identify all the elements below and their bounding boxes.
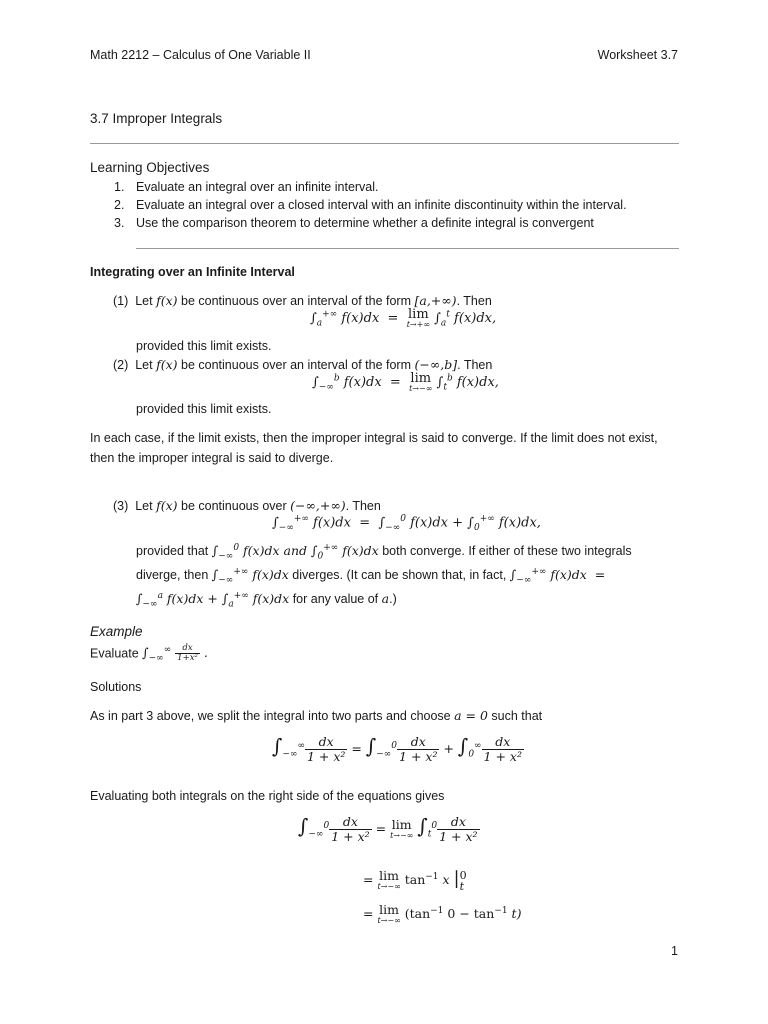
paragraph-line-1: In each case, if the limit exists, then the improper integral is said to converge. If the limit does not exist,	[90, 431, 658, 445]
definition-1-intro: (1) Let f(x) be continuous over an interval of the form [a,+∞). Then	[113, 293, 492, 308]
evaluation-step-2: = lim t→−∞ $\tan^{-1} x$ | 0 t	[363, 868, 467, 893]
subsection-heading: Integrating over an Infinite Interval	[90, 265, 295, 279]
page-number: 1	[671, 944, 678, 958]
paragraph-line-2: then the improper integral is said to diverge.	[90, 451, 334, 465]
section-title: 3.7 Improper Integrals	[90, 111, 223, 126]
header-left: Math 2212 – Calculus of One Variable II	[90, 48, 311, 62]
objectives-heading: Learning Objectives	[90, 160, 210, 175]
evaluation-step-1: $\int_{-\infty}^0$ $\frac{dx}{\text{1 + x²}}$ = lim t→−∞ $\int_t^0$ $\frac{dx}{\text{1 + x²}}$	[298, 814, 478, 844]
definition-1-provided: provided this limit exists.	[136, 339, 272, 353]
definition-2-intro: (2) Let f(x) be continuous over an interval of the form (−∞,b]. Then	[113, 357, 493, 372]
divider-top	[90, 143, 679, 144]
objective-2-num: 2.	[114, 198, 125, 212]
definition-2-provided: provided this limit exists.	[136, 402, 272, 416]
evaluating-sentence: Evaluating both integrals on the right side of the equations gives	[90, 789, 445, 803]
objective-3-text: Use the comparison theorem to determine whether a definite integral is convergent	[136, 216, 594, 230]
header-right: Worksheet 3.7	[597, 48, 678, 62]
definition-3-last: $\int_{-\infty}^a$ $f(x)dx + \int_a^{+\infty}$ f(x)dx for any value of a.)	[136, 591, 397, 610]
definition-2-formula: $\int_{-\infty}^b$ f(x)dx = lim t→−∞ $\int_t^b$ f(x)dx,	[312, 371, 499, 393]
split-equation: $\int_{-\infty}^\infty$ $\frac{dx}{\text{1 + x²}}$ = $\int_{-\infty}^0$ $\frac{dx}{\text{1 + x²}}$ + $\int_0^\infty$ $\frac{dx}{\text{1 + x²}}$	[272, 734, 522, 764]
objective-2-text: Evaluate an integral over a closed interval with an infinite discontinuity within the interval.	[136, 198, 627, 212]
solutions-label: Solutions	[90, 680, 142, 694]
definition-3-diverge: diverge, then $\int_{-\infty}^{+\infty}$ f(x)dx diverges. (It can be shown that, in fact, $\int_{-\infty}^{+\infty}$ f(x)dx =	[136, 567, 606, 586]
definition-3-intro: (3) Let f(x) be continuous over (−∞,+∞). Then	[113, 498, 381, 513]
example-heading: Example	[90, 624, 143, 639]
split-sentence: As in part 3 above, we split the integral into two parts and choose a = 0 such that	[90, 708, 543, 723]
definition-1-formula: $\int_a^{+\infty}$ f(x)dx = lim t→+∞ $\int_a^t$ f(x)dx,	[310, 307, 497, 329]
definition-3-provided: provided that $\int_{-\infty}^0$ f(x)dx and $\int_0^{+\infty}$ f(x)dx both converge. If either of these two integrals	[136, 543, 632, 562]
definition-3-formula: $\int_{-\infty}^{+\infty}$ $f(x)dx = \int_{-\infty}^0$ $f(x)dx + \int_0^{+\infty}$ f(x)dx,	[272, 514, 541, 533]
objective-1-text: Evaluate an integral over an infinite interval.	[136, 180, 379, 194]
evaluation-step-3: = lim t→−∞ ($\tan^{-1}$ $0 - \tan^{-1} t$)	[363, 902, 522, 925]
objective-3-num: 3.	[114, 216, 125, 230]
divider-objectives	[136, 248, 679, 249]
example-evaluate: Evaluate $\int_{-\infty}^\infty$ $\frac{dx}{\text{1+x²}}$ .	[90, 643, 208, 664]
objective-1-num: 1.	[114, 180, 125, 194]
